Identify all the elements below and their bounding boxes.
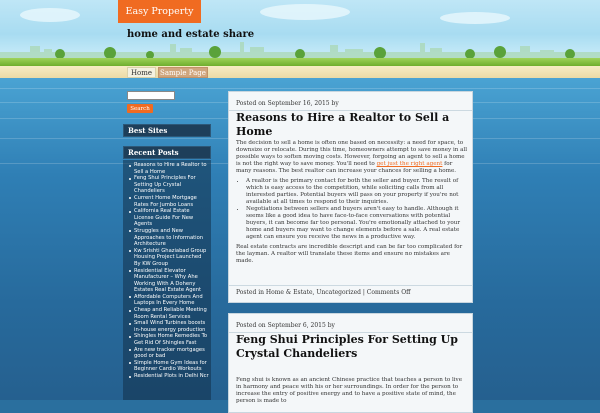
recent-post-link[interactable]: Affordable Computers And Laptops In Every Home: [129, 294, 209, 307]
site-tagline: home and estate share: [127, 29, 255, 40]
recent-post-link[interactable]: Kw Srishti Ghaziabad Group Housing Project Launched By KW Group: [129, 248, 209, 268]
post-date: Posted on September 16, 2015 by: [236, 100, 339, 107]
post-title[interactable]: Reasons to Hire a Realtor to Sell a Home: [236, 111, 450, 138]
recent-posts-panel: [123, 160, 211, 400]
post-content: Feng shui is known as an ancient Chinese practice that teaches a person to live in harmony and peace with his or her surroundings. In order for the person to increase the entry of positive energy and to have a positive state of mind, the person is made to: [236, 377, 463, 404]
cloud: [440, 12, 510, 24]
post-paragraph: Real estate contracts are incredible descript and can be far too complicated for the layman. A realtor will translate these items and ensure no mistakes are made.: [236, 244, 463, 264]
recent-post-link[interactable]: Reasons to Hire a Realtor to Sell a Home: [129, 162, 209, 175]
post-bullet: • Negotiations between sellers and buyers aren't easy to handle. Although it seems like a good idea to have face-to-face conversations with potential buyers, it can become far too personal. You're emotionally attached to your home and buyers may want to change elements before a sale. A real estate agent can ensure you receive the news in a productive way.: [246, 206, 468, 241]
recent-post-link[interactable]: Residential Elevator Manufacturer – Why Ahe Working With A Doheny Estates Real Estate Agent: [129, 268, 209, 294]
recent-posts-title: Recent Posts: [123, 146, 211, 159]
search-button[interactable]: Search: [127, 104, 153, 113]
recent-post-link[interactable]: Shingles Home Remedies To Get Rid Of Shingles Fast: [129, 333, 209, 346]
post-bullet: • A realtor is the primary contact for both the seller and buyer. The result of which is easy access to the competition, while soliciting calls from all interested parties. Potential buyers will pass on your property if you're not available at all times to respond to their inquiries.: [246, 178, 468, 206]
recent-post-link[interactable]: Cheap and Reliable Meeting Room Rental Services: [129, 307, 209, 320]
recent-post-link[interactable]: Are new tracker mortgages good or bad: [129, 347, 209, 360]
post-text: for many reasons. The best realtor can increase your chances for selling a home.: [236, 161, 457, 174]
post-meta[interactable]: Posted in Home & Estate, Uncategorized | Comments Off: [236, 289, 411, 296]
cloud: [260, 4, 350, 20]
post-article: [228, 313, 473, 413]
grass-strip: [0, 58, 600, 66]
recent-post-link[interactable]: Simple Home Gym Ideas for Beginner Cardio Workouts: [129, 360, 209, 373]
post-divider: [229, 285, 472, 286]
post-paragraph: [236, 140, 468, 175]
recent-post-link[interactable]: Feng Shui Principles For Setting Up Crystal Chandeliers: [129, 175, 209, 195]
search-input[interactable]: [127, 91, 175, 100]
best-sites-title: Best Sites: [123, 124, 211, 137]
post-bullet-list: [236, 178, 468, 241]
recent-post-link[interactable]: Struggles and New Approaches to Information Architecture: [129, 228, 209, 248]
post-inline-link[interactable]: get just the right agent: [376, 161, 443, 167]
site-title[interactable]: Easy Property: [118, 0, 201, 23]
nav-sample-page[interactable]: Sample Page: [158, 67, 208, 78]
recent-post-link[interactable]: Small Wind Turbines boosts in-house energy production: [129, 320, 209, 333]
post-article: [228, 91, 473, 303]
post-content: [236, 140, 468, 265]
recent-post-link[interactable]: Current Home Mortgage Rates For Jumbo Loans: [129, 195, 209, 208]
nav-home[interactable]: Home: [127, 67, 156, 78]
post-title[interactable]: Feng Shui Principles For Setting Up Crystal Chandeliers: [236, 333, 458, 360]
post-text: The decision to sell a home is often one based on necessity: a need for space, to downsize or relocate. During this time, homeowners attempt to save money in all possible ways to soften moving costs. However, forgoing an agent to sell a home is not the right way to save money. You'll need to: [236, 140, 468, 167]
recent-post-link[interactable]: Residential Plots in Delhi Ncr: [129, 373, 209, 380]
cloud: [20, 8, 80, 22]
recent-post-link[interactable]: California Real Estate License Guide For New Agents: [129, 208, 209, 228]
recent-posts-list: [123, 160, 211, 380]
post-date: Posted on September 6, 2015 by: [236, 322, 335, 329]
